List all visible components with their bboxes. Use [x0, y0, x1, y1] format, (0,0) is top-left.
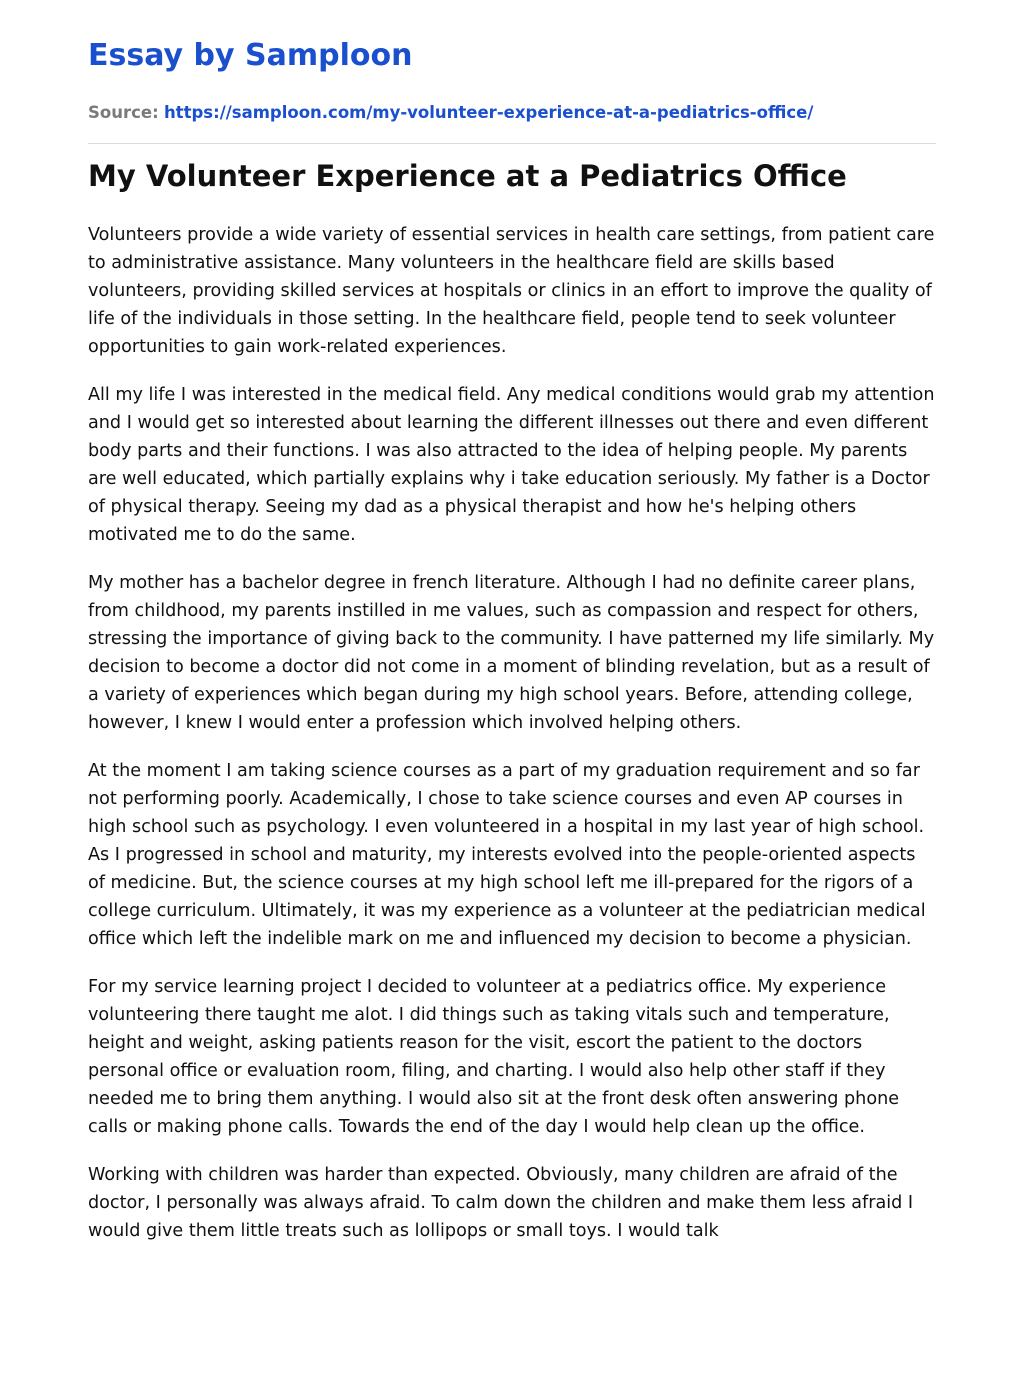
source-link[interactable]: https://samploon.com/my-volunteer-experience-at-a-pediatrics-office/: [163, 103, 814, 122]
essay-paragraph: My mother has a bachelor degree in french literature. Although I had no definite career plans, from childhood, my parents instilled in me values, such as compassion and respect for others, stressing the importance of giving back to the community. I have patterned my life similarly. My decision to become a doctor did not come in a moment of blinding revelation, but as a result of a variety of experiences which began during my high school years. Before, attending college, however, I knew I would enter a profession which involved helping others.: [88, 573, 935, 733]
essay-paragraph: Working with children was harder than expected. Obviously, many children are afraid of the doctor, I personally was always afraid. To calm down the children and make them less afraid I would give them little treats such as lollipops or small toys. I would talk: [88, 1165, 914, 1241]
source-label: Source:: [88, 103, 159, 122]
essay-body: [88, 221, 936, 1265]
essay-paragraph: At the moment I am taking science courses as a part of my graduation requirement and so far not performing poorly. Academically, I chose to take science courses and even AP courses in high school such as psychology. I even volunteered in a hospital in my last year of high school. As I progressed in school and maturity, my interests evolved into the people-oriented aspects of medicine. But, the science courses at my high school left me ill-prepared for the rigors of a college curriculum. Ultimately, it was my experience as a volunteer at the pediatrician medical office which left the indelible mark on me and influenced my decision to become a physician.: [88, 761, 926, 949]
site-brand[interactable]: Essay by Samploon: [88, 38, 413, 73]
source-line: [88, 101, 813, 125]
essay-paragraph: For my service learning project I decided to volunteer at a pediatrics office. My experience volunteering there taught me alot. I did things such as taking vitals such and temperature, height and weight, asking patients reason for the visit, escort the patient to the doctors personal office or evaluation room, filing, and charting. I would also help other staff if they needed me to bring them anything. I would also sit at the front desk often answering phone calls or making phone calls. Towards the end of the day I would help clean up the office.: [88, 977, 900, 1137]
header-divider: [88, 143, 936, 144]
essay-title: My Volunteer Experience at a Pediatrics Office: [88, 159, 847, 193]
essay-paragraph: Volunteers provide a wide variety of essential services in health care settings, from patient care to administrative assistance. Many volunteers in the healthcare field are skills based volunteers, providing skilled services at hospitals or clinics in an effort to improve the quality of life of the individuals in those setting. In the healthcare field, people tend to seek volunteer opportunities to gain work-related experiences.: [88, 225, 935, 357]
essay-paragraph: All my life I was interested in the medical field. Any medical conditions would grab my attention and I would get so interested about learning the different illnesses out there and even different body parts and their functions. I was also attracted to the idea of helping people. My parents are well educated, which partially explains why i take education seriously. My father is a Doctor of physical therapy. Seeing my dad as a physical therapist and how he's helping others motivated me to do the same.: [88, 385, 935, 545]
